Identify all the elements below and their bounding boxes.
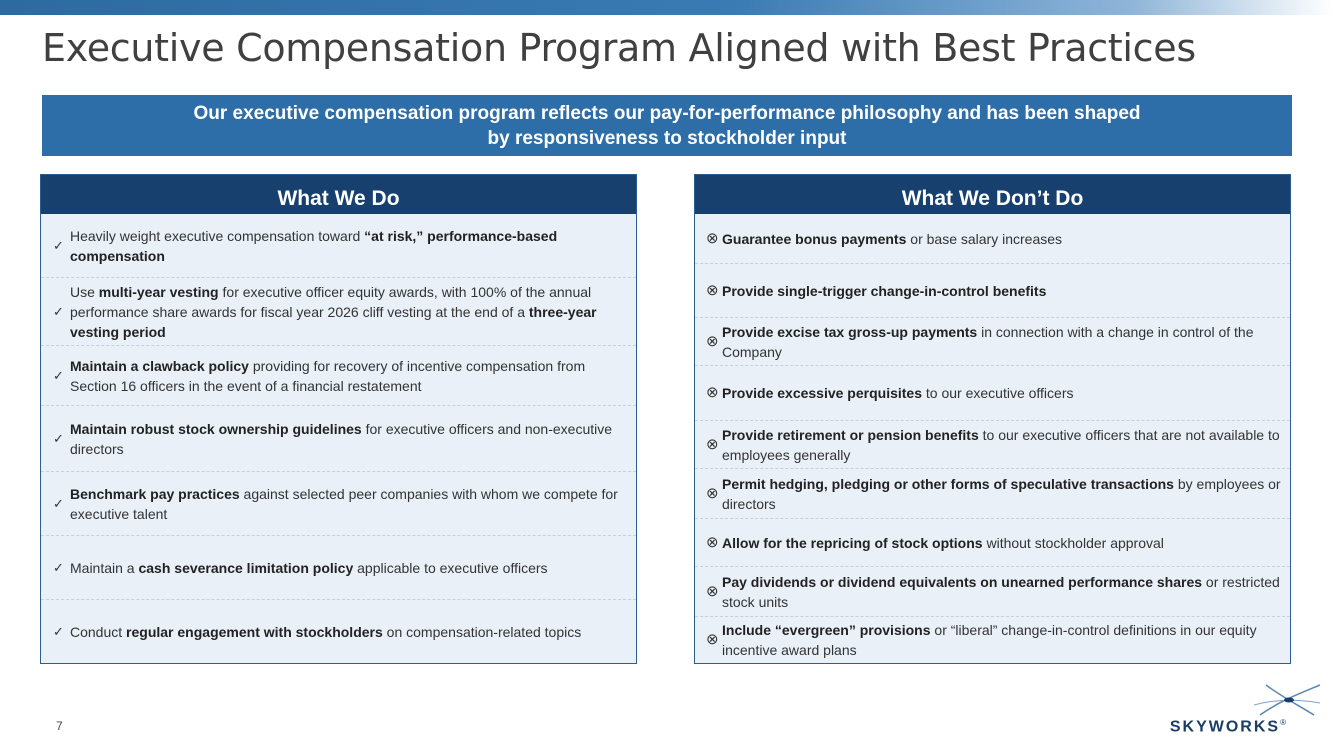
banner-line-2: by responsiveness to stockholder input [487, 128, 847, 149]
list-item [695, 214, 1290, 264]
list-item-text: Permit hedging, pledging or other forms of speculative transactions by employees or directors [722, 475, 1281, 512]
checkmark-icon: ✓ [53, 303, 64, 319]
list-item [695, 421, 1290, 469]
circled-x-icon: ⊗ [706, 484, 719, 502]
list-item-text: Maintain a cash severance limitation policy applicable to executive officers [70, 559, 548, 576]
circled-x-icon: ⊗ [706, 631, 719, 648]
circled-x-icon: ⊗ [706, 384, 719, 401]
list-item-text: Maintain robust stock ownership guidelines for executive officers and non-executive directors [70, 420, 613, 457]
list-item-text: Pay dividends or dividend equivalents on unearned performance shares or restricted stock units [722, 573, 1280, 610]
list-item [41, 214, 636, 278]
what-we-dont-do-heading: What We Don’t Do [695, 175, 1290, 214]
list-item [695, 469, 1290, 519]
top-accent-bar [0, 0, 1333, 15]
page-title: Executive Compensation Program Aligned with Best Practices [42, 26, 1196, 70]
list-item-text: Provide single-trigger change-in-control benefits [722, 282, 1047, 299]
what-we-do-heading: What We Do [41, 175, 636, 214]
checkmark-icon: ✓ [53, 623, 64, 639]
list-item-text: Allow for the repricing of stock options without stockholder approval [722, 534, 1164, 551]
list-item-text: Provide retirement or pension benefits to our executive officers that are not available to employees generally [722, 426, 1280, 463]
banner-line-1: Our executive compensation program reflects our pay-for-performance philosophy and has been shaped [193, 103, 1141, 124]
circled-x-icon: ⊗ [706, 229, 719, 247]
list-item [41, 472, 636, 536]
list-item [695, 264, 1290, 318]
list-item-text: Provide excessive perquisites to our executive officers [722, 385, 1074, 401]
list-item [695, 567, 1290, 617]
summary-banner [42, 95, 1292, 156]
list-item [695, 519, 1290, 567]
skyworks-logo-text: SKYWORKS® [1169, 718, 1288, 736]
circled-x-icon: ⊗ [706, 582, 719, 600]
list-item [695, 366, 1290, 421]
list-item [695, 617, 1290, 663]
list-item [41, 536, 636, 600]
list-item-text: Heavily weight executive compensation toward “at risk,” performance-based compensation [70, 227, 558, 264]
page-number: 7 [56, 719, 63, 733]
list-item-text: Use multi-year vesting for executive officer equity awards, with 100% of the annual performance share awards for fiscal year 2026 cliff vesting at the end of a three-year vesting period [70, 283, 597, 340]
list-item-text: Include “evergreen” provisions or “liberal” change-in-control definitions in our equity incentive award plans [722, 622, 1257, 658]
list-item-text: Provide excise tax gross-up payments in connection with a change in control of the Company [722, 323, 1254, 360]
skyworks-logo-icon [1252, 683, 1322, 717]
circled-x-icon: ⊗ [706, 332, 719, 350]
what-we-do-panel [40, 174, 637, 664]
circled-x-icon: ⊗ [706, 533, 719, 551]
checkmark-icon: ✓ [53, 559, 64, 575]
checkmark-icon: ✓ [53, 237, 64, 253]
list-item-text: Conduct regular engagement with stockholders on compensation-related topics [70, 623, 582, 640]
list-item [41, 346, 636, 406]
list-item-text: Maintain a clawback policy providing for recovery of incentive compensation from Section 16 officers in the event of a financial restatement [70, 357, 586, 394]
list-item [695, 318, 1290, 366]
checkmark-icon: ✓ [53, 495, 64, 511]
what-we-dont-do-panel [694, 174, 1291, 664]
list-item-text: Benchmark pay practices against selected peer companies with whom we compete for executive talent [70, 485, 618, 522]
checkmark-icon: ✓ [53, 430, 64, 446]
circled-x-icon: ⊗ [706, 281, 719, 299]
list-item [41, 278, 636, 346]
circled-x-icon: ⊗ [706, 435, 719, 453]
list-item [41, 600, 636, 663]
checkmark-icon: ✓ [53, 367, 64, 383]
list-item-text: Guarantee bonus payments or base salary increases [722, 230, 1063, 247]
list-item [41, 406, 636, 472]
